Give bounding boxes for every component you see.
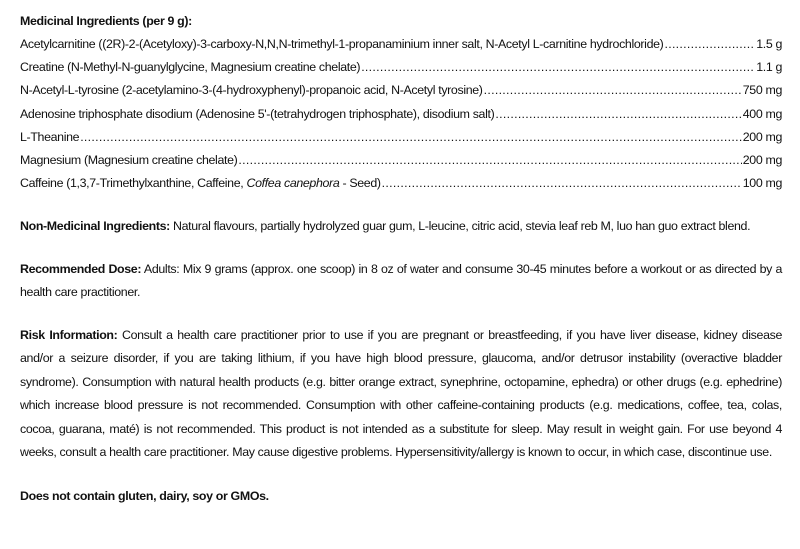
dot-leader (361, 56, 755, 79)
dot-leader (80, 126, 742, 149)
ingredient-source-italic: Coffea canephora (246, 176, 340, 191)
non-medicinal-ingredients-paragraph (20, 215, 782, 239)
medicinal-ingredients-list (20, 33, 782, 195)
dot-leader (484, 79, 742, 102)
ingredient-amount: 750 mg (742, 83, 782, 98)
ingredient-row (20, 126, 782, 149)
recommended-dose-paragraph (20, 258, 782, 305)
ingredient-amount: 1.5 g (756, 37, 782, 51)
ingredient-amount: 200 mg (742, 129, 782, 144)
medicinal-ingredients-heading: Medicinal Ingredients (per 9 g): (20, 14, 192, 28)
non-medicinal-ingredients-text: Natural flavours, partially hydrolyzed guar gum, L-leucine, citric acid, stevia leaf reb M, luo han guo extract blend. (169, 219, 751, 234)
ingredient-name (20, 172, 381, 195)
ingredient-name: L-Theanine (20, 129, 80, 144)
ingredient-amount: 100 mg (742, 176, 782, 191)
ingredient-row (20, 56, 782, 79)
ingredient-amount: 400 mg (742, 106, 782, 121)
ingredient-row (20, 79, 782, 102)
ingredient-name-text: Caffeine (1,3,7-Trimethylxanthine, Caffeine, (20, 176, 247, 191)
ingredient-name: Magnesium (Magnesium creatine chelate) (20, 152, 238, 167)
risk-information-text: Consult a health care practitioner prior to use if you are pregnant or breastfeeding, if you have liver disease, kidney disease and/or a seizure disorder, if you are taking lithium, if you have high blood pressure, glaucoma, and/or detrusor instability (overactive bladder syndrome). Consumption with natural health products (e.g. bitter orange extract, synephrine, octopamine, ephedra) or other drugs (e.g. ephedrine) which increase blood pressure is not recommended. Consumption with other caffeine-containing products (e.g. medications, coffee, tea, colas, cocoa, guarana, maté) is not recommended. This product is not intended as a substitute for sleep. May result in weight gain. For use beyond 4 weeks, consult a health care practitioner. May cause digestive problems. Hypersensitivity/allergy is known to occur, in which case, discontinue use. (20, 327, 783, 460)
ingredient-name-text: - Seed) (339, 176, 381, 191)
dot-leader (382, 172, 742, 195)
ingredient-row (20, 103, 782, 126)
recommended-dose-text: Adults: Mix 9 grams (approx. one scoop) in 8 oz of water and consume 30-45 minutes before a workout or as directed by a health care practitioner. (20, 261, 782, 300)
risk-information-label: Risk Information: (20, 327, 118, 342)
ingredient-row (20, 33, 782, 56)
ingredient-name: Acetylcarnitine ((2R)-2-(Acetyloxy)-3-carboxy-N,N,N-trimethyl-1-propanaminium inner salt, N-Acetyl L-carnitine hydrochloride) (20, 37, 664, 51)
dot-leader (664, 33, 755, 56)
ingredient-name: Creatine (N-Methyl-N-guanylglycine, Magnesium creatine chelate) (20, 60, 361, 75)
non-medicinal-ingredients-label: Non-Medicinal Ingredients: (20, 219, 170, 234)
risk-information-paragraph (20, 324, 782, 465)
ingredient-row (20, 172, 782, 195)
ingredient-row (20, 149, 782, 172)
ingredient-amount: 1.1 g (756, 60, 782, 75)
recommended-dose-label: Recommended Dose: (20, 261, 142, 276)
dot-leader (238, 149, 741, 172)
ingredient-name: N-Acetyl-L-tyrosine (2-acetylamino-3-(4-hydroxyphenyl)-propanoic acid, N-Acetyl tyrosine) (20, 83, 483, 98)
ingredient-name: Adenosine triphosphate disodium (Adenosine 5'-(tetrahydrogen triphosphate), disodium salt) (20, 106, 495, 121)
dot-leader (495, 103, 741, 126)
ingredient-amount: 200 mg (742, 152, 782, 167)
allergen-statement: Does not contain gluten, dairy, soy or GMOs. (20, 488, 269, 503)
